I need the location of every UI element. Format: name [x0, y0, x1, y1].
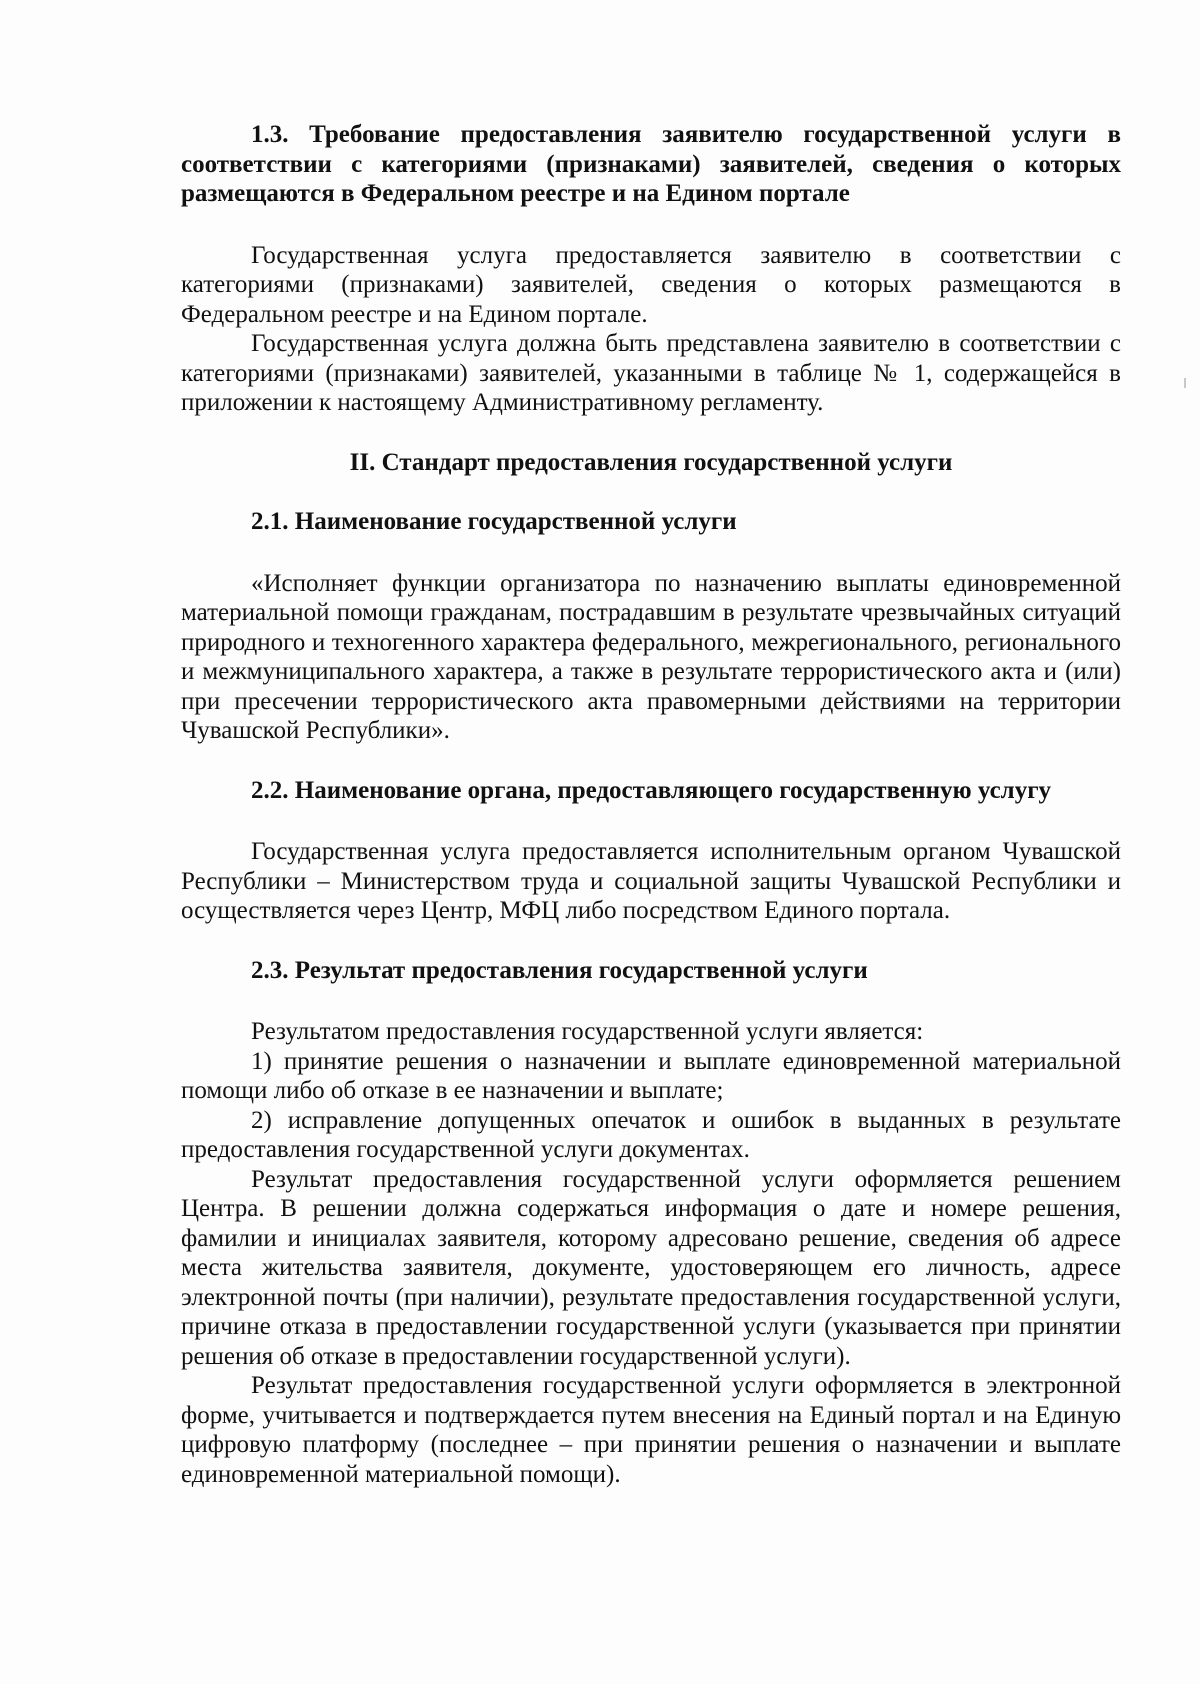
- section-2-1-heading: 2.1. Наименование государственной услуги: [251, 508, 737, 535]
- section-2-3-paragraph-4: Результат предоставления государственной услуги оформляется решением Центра. В решении должна содержаться информация о дате и номере решения, фамилии и инициалах заявителя, которому адресовано решение, сведения об адресе места жительства заявителя, документе, удостоверяющем его личность, адресе электронной почты (при наличии), результате предоставления государственной услуги, причине отказа в предоставлении государственной услуги (указывается при принятии решения об отказе в предоставлении государственной услуги).: [181, 1165, 1121, 1370]
- document-body: [181, 120, 1121, 1489]
- section-1-3-paragraph-2: Государственная услуга должна быть представлена заявителю в соответствии с категориями (признаками) заявителей, указанными в таблице № 1, содержащейся в приложении к настоящему Административному регламенту.: [181, 330, 1121, 416]
- chapter-2-heading: II. Стандарт предоставления государственной услуги: [349, 448, 953, 476]
- section-2-3-paragraph-5: Результат предоставления государственной услуги оформляется в электронной форме, учитывается и подтверждается путем внесения на Единый портал и на Единую цифровую платформу (последнее – при принятии решения о назначении и выплате единовременной материальной помощи).: [181, 1372, 1121, 1488]
- section-2-3-paragraph-3: 2) исправление допущенных опечаток и ошибок в выданных в результате предоставления государственной услуги документах.: [181, 1106, 1121, 1163]
- scan-speck: [1184, 378, 1186, 388]
- section-2-3-heading: 2.3. Результат предоставления государственной услуги: [251, 956, 868, 984]
- section-1-3-heading: 1.3. Требование предоставления заявителю государственной услуги в соответствии с категориями (признаками) заявителей, сведения о которых размещаются в Федеральном реестре и на Едином портале: [181, 121, 1121, 207]
- section-2-1-paragraph-1: «Исполняет функции организатора по назначению выплаты единовременной материальной помощи гражданам, пострадавшим в результате чрезвычайных ситуаций природного и техногенного характера федерального, межрегионального, регионального и межмуниципального характера, а также в результате террористического акта и (или) при пресечении террористического акта правомерными действиями на территории Чувашской Республики».: [181, 569, 1121, 744]
- section-1-3-paragraph-1: Государственная услуга предоставляется заявителю в соответствии с категориями (признаками) заявителей, сведения о которых размещаются в Федеральном реестре и на Едином портале.: [181, 241, 1121, 328]
- section-2-2-paragraph-1: Государственная услуга предоставляется исполнительным органом Чувашской Республики – Министерством труда и социальной защиты Чувашской Республики и осуществляется через Центр, МФЦ либо посредством Единого портала.: [181, 838, 1121, 924]
- section-2-3-paragraph-1: Результатом предоставления государственной услуги является:: [251, 1018, 924, 1045]
- section-2-2-heading: 2.2. Наименование органа, предоставляющего государственную услугу: [251, 776, 1052, 804]
- section-2-3-paragraph-2: 1) принятие решения о назначении и выплате единовременной материальной помощи либо об отказе в ее назначении и выплате;: [181, 1047, 1121, 1104]
